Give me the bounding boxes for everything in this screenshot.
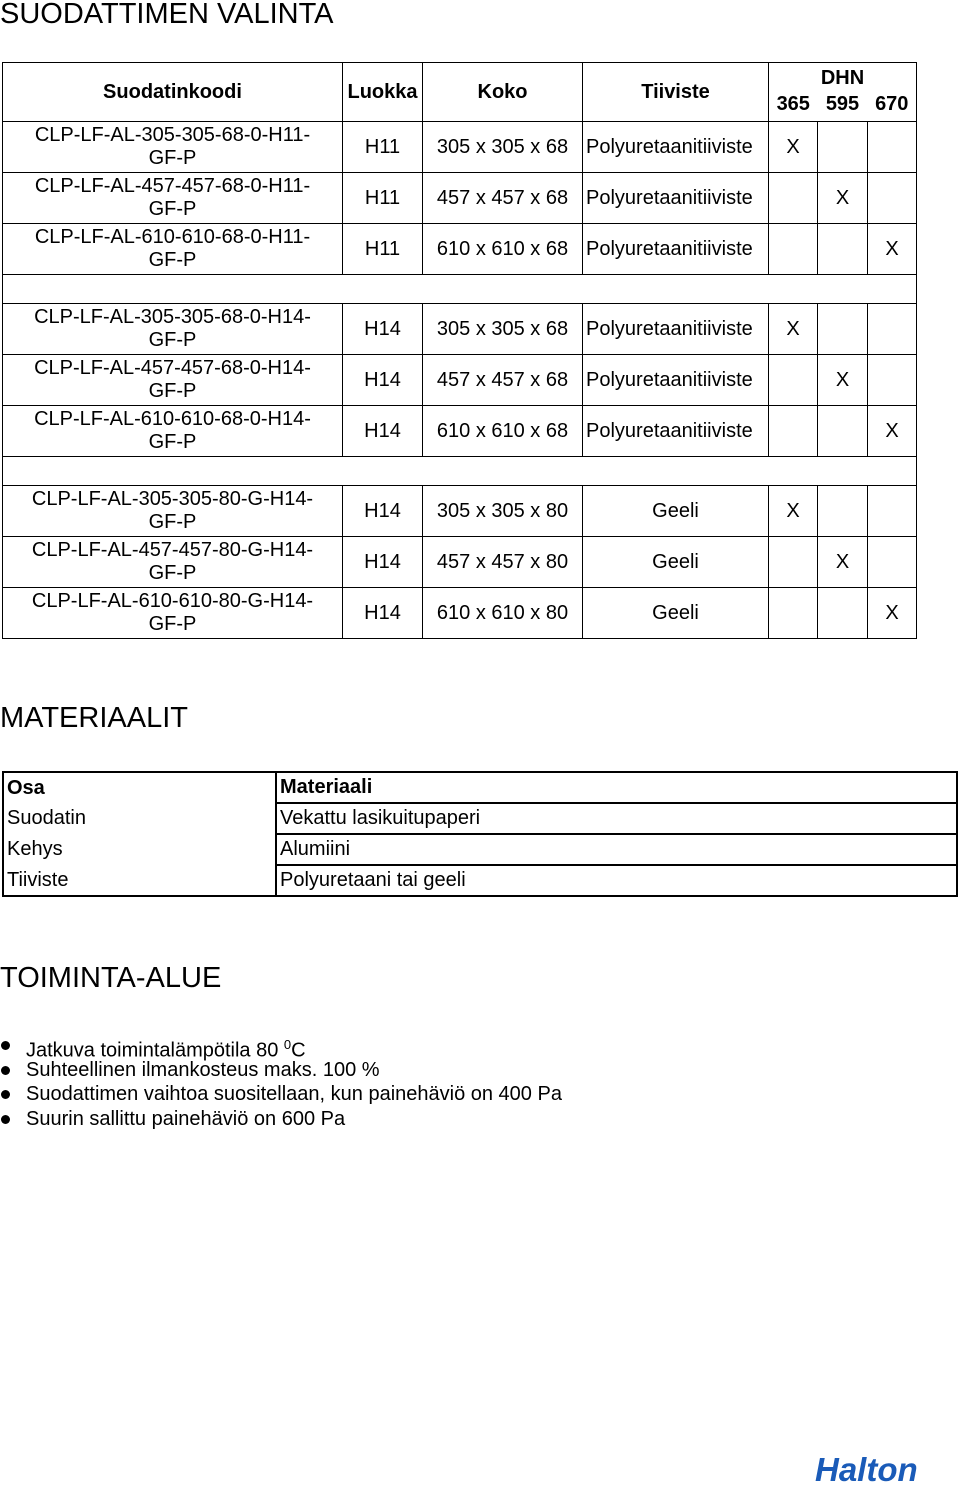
filter-code-line2: GF-P xyxy=(148,511,197,533)
dhn-mark-595: X xyxy=(818,355,868,406)
filter-code-line2: GF-P xyxy=(148,249,197,271)
dhn-mark-595 xyxy=(818,224,868,275)
filter-size: 457 x 457 x 80 xyxy=(423,537,583,588)
dhn-label: DHN xyxy=(820,67,865,89)
dhn-mark-365 xyxy=(769,406,818,457)
dhn-mark-365 xyxy=(769,537,818,588)
dhn-mark-670: X xyxy=(868,224,917,275)
filter-class: H14 xyxy=(343,537,423,588)
dhn-mark-670 xyxy=(868,122,917,173)
header-dhn xyxy=(769,63,917,94)
filter-class: H14 xyxy=(343,588,423,639)
filter-code-line2: GF-P xyxy=(148,198,197,220)
dhn-mark-595 xyxy=(818,122,868,173)
filter-code xyxy=(3,537,343,588)
table-header-row xyxy=(3,63,917,94)
range-title: TOIMINTA-ALUE xyxy=(0,962,222,994)
table-row xyxy=(3,122,917,173)
filter-code-line2: GF-P xyxy=(148,613,197,635)
filter-size: 457 x 457 x 68 xyxy=(423,355,583,406)
list-item xyxy=(0,1107,562,1132)
table-row xyxy=(3,588,917,639)
dhn-mark-670: X xyxy=(868,588,917,639)
bullet-icon xyxy=(1,1066,10,1075)
materials-part: Tiiviste xyxy=(7,868,69,891)
dhn-mark-365 xyxy=(769,224,818,275)
filter-code-line1: CLP-LF-AL-610-610-68-0-H14- xyxy=(34,408,311,430)
header-dhn-670: 670 xyxy=(868,93,917,122)
table-row xyxy=(3,406,917,457)
range-text: Suurin sallittu painehäviö on 600 Pa xyxy=(26,1107,346,1130)
materials-header-part: Osa xyxy=(7,776,45,799)
bullet-icon xyxy=(1,1090,10,1099)
range-sup: 0 xyxy=(283,1037,292,1052)
materials-part: Kehys xyxy=(7,838,63,860)
header-class: Luokka xyxy=(343,63,423,122)
filter-size: 457 x 457 x 68 xyxy=(423,173,583,224)
filter-selection-table xyxy=(2,62,917,639)
filter-code-line1: CLP-LF-AL-610-610-68-0-H11- xyxy=(34,226,311,248)
filter-code-line1: CLP-LF-AL-457-457-68-0-H14- xyxy=(34,357,311,379)
materials-header-material: Materiaali xyxy=(276,772,957,803)
filter-seal: Polyuretaanitiiviste xyxy=(583,355,769,406)
dhn-mark-365 xyxy=(769,588,818,639)
dhn-mark-595 xyxy=(818,588,868,639)
table-row xyxy=(3,486,917,537)
table-row xyxy=(3,304,917,355)
operating-range-list xyxy=(0,1033,562,1131)
filter-class: H14 xyxy=(343,406,423,457)
filter-code xyxy=(3,355,343,406)
spacer-row xyxy=(3,457,917,486)
header-size: Koko xyxy=(423,63,583,122)
selection-title: SUODATTIMEN VALINTA xyxy=(0,0,334,30)
spacer-row xyxy=(3,275,917,304)
dhn-mark-670: X xyxy=(868,406,917,457)
range-suffix: C xyxy=(291,1039,306,1062)
materials-material: Polyuretaani tai geeli xyxy=(276,865,957,896)
spacer-cell xyxy=(3,275,917,304)
dhn-mark-670 xyxy=(868,355,917,406)
list-item xyxy=(0,1033,562,1062)
filter-seal: Polyuretaanitiiviste xyxy=(583,406,769,457)
header-dhn-365: 365 xyxy=(769,93,818,122)
filter-class: H14 xyxy=(343,486,423,537)
filter-seal: Polyuretaanitiiviste xyxy=(583,304,769,355)
filter-code-line1: CLP-LF-AL-457-457-80-G-H14- xyxy=(31,539,314,561)
filter-class: H11 xyxy=(343,173,423,224)
header-seal: Tiiviste xyxy=(583,63,769,122)
filter-size: 610 x 610 x 68 xyxy=(423,224,583,275)
filter-seal: Geeli xyxy=(583,588,769,639)
dhn-mark-365: X xyxy=(769,122,818,173)
materials-material: Vekattu lasikuitupaperi xyxy=(276,803,957,834)
header-code: Suodatinkoodi xyxy=(3,63,343,122)
filter-size: 305 x 305 x 80 xyxy=(423,486,583,537)
halton-logo xyxy=(813,1450,953,1490)
range-text: Suodattimen vaihtoa suositellaan, kun painehäviö on 400 Pa xyxy=(26,1083,562,1105)
filter-code-line2: GF-P xyxy=(148,147,197,169)
filter-seal: Polyuretaanitiiviste xyxy=(583,173,769,224)
filter-code-line2: GF-P xyxy=(148,562,197,584)
filter-class: H11 xyxy=(343,224,423,275)
table-row xyxy=(3,355,917,406)
dhn-mark-595 xyxy=(818,304,868,355)
filter-seal: Polyuretaanitiiviste xyxy=(583,122,769,173)
range-text: Suhteellinen ilmankosteus maks. 100 % xyxy=(26,1058,380,1081)
filter-code xyxy=(3,224,343,275)
filter-class: H14 xyxy=(343,304,423,355)
filter-size: 610 x 610 x 68 xyxy=(423,406,583,457)
table-row xyxy=(3,173,917,224)
filter-code-line1: CLP-LF-AL-610-610-80-G-H14- xyxy=(31,590,314,612)
list-item xyxy=(0,1058,562,1083)
range-text: Jatkuva toimintalämpötila 80 xyxy=(26,1039,284,1062)
filter-class: H11 xyxy=(343,122,423,173)
filter-code xyxy=(3,406,343,457)
materials-header-row xyxy=(3,772,957,803)
filter-code xyxy=(3,486,343,537)
filter-code xyxy=(3,588,343,639)
dhn-mark-595 xyxy=(818,406,868,457)
list-item xyxy=(0,1082,562,1107)
filter-size: 305 x 305 x 68 xyxy=(423,122,583,173)
table-row xyxy=(3,834,957,865)
filter-code-line2: GF-P xyxy=(148,380,197,402)
dhn-mark-670 xyxy=(868,304,917,355)
materials-part: Suodatin xyxy=(7,807,86,829)
filter-seal: Polyuretaanitiiviste xyxy=(583,224,769,275)
bullet-icon xyxy=(1,1115,10,1124)
filter-size: 305 x 305 x 68 xyxy=(423,304,583,355)
filter-size: 610 x 610 x 80 xyxy=(423,588,583,639)
filter-code-line2: GF-P xyxy=(148,431,197,453)
dhn-mark-670 xyxy=(868,486,917,537)
logo-text: Halton xyxy=(815,1451,918,1488)
dhn-mark-365: X xyxy=(769,486,818,537)
table-row xyxy=(3,865,957,896)
filter-code-line1: CLP-LF-AL-305-305-80-G-H14- xyxy=(31,488,314,510)
dhn-mark-365: X xyxy=(769,304,818,355)
dhn-mark-365 xyxy=(769,355,818,406)
filter-class: H14 xyxy=(343,355,423,406)
dhn-mark-670 xyxy=(868,173,917,224)
bullet-icon xyxy=(1,1041,10,1050)
header-dhn-595: 595 xyxy=(818,93,868,122)
filter-code-line2: GF-P xyxy=(148,329,197,351)
dhn-mark-670 xyxy=(868,537,917,588)
table-row xyxy=(3,803,957,834)
table-row xyxy=(3,224,917,275)
dhn-mark-595 xyxy=(818,486,868,537)
filter-code xyxy=(3,122,343,173)
filter-seal: Geeli xyxy=(583,537,769,588)
dhn-mark-595: X xyxy=(818,537,868,588)
filter-code-line1: CLP-LF-AL-305-305-68-0-H14- xyxy=(34,306,311,328)
filter-code xyxy=(3,304,343,355)
filter-code xyxy=(3,173,343,224)
dhn-mark-595: X xyxy=(818,173,868,224)
materials-material: Alumiini xyxy=(276,834,957,865)
filter-seal: Geeli xyxy=(583,486,769,537)
materials-table xyxy=(2,771,958,897)
filter-code-line1: CLP-LF-AL-457-457-68-0-H11- xyxy=(34,175,311,197)
materials-title: MATERIAALIT xyxy=(0,702,188,734)
filter-code-line1: CLP-LF-AL-305-305-68-0-H11- xyxy=(34,124,311,146)
table-row xyxy=(3,537,917,588)
dhn-mark-365 xyxy=(769,173,818,224)
spacer-cell xyxy=(3,457,917,486)
